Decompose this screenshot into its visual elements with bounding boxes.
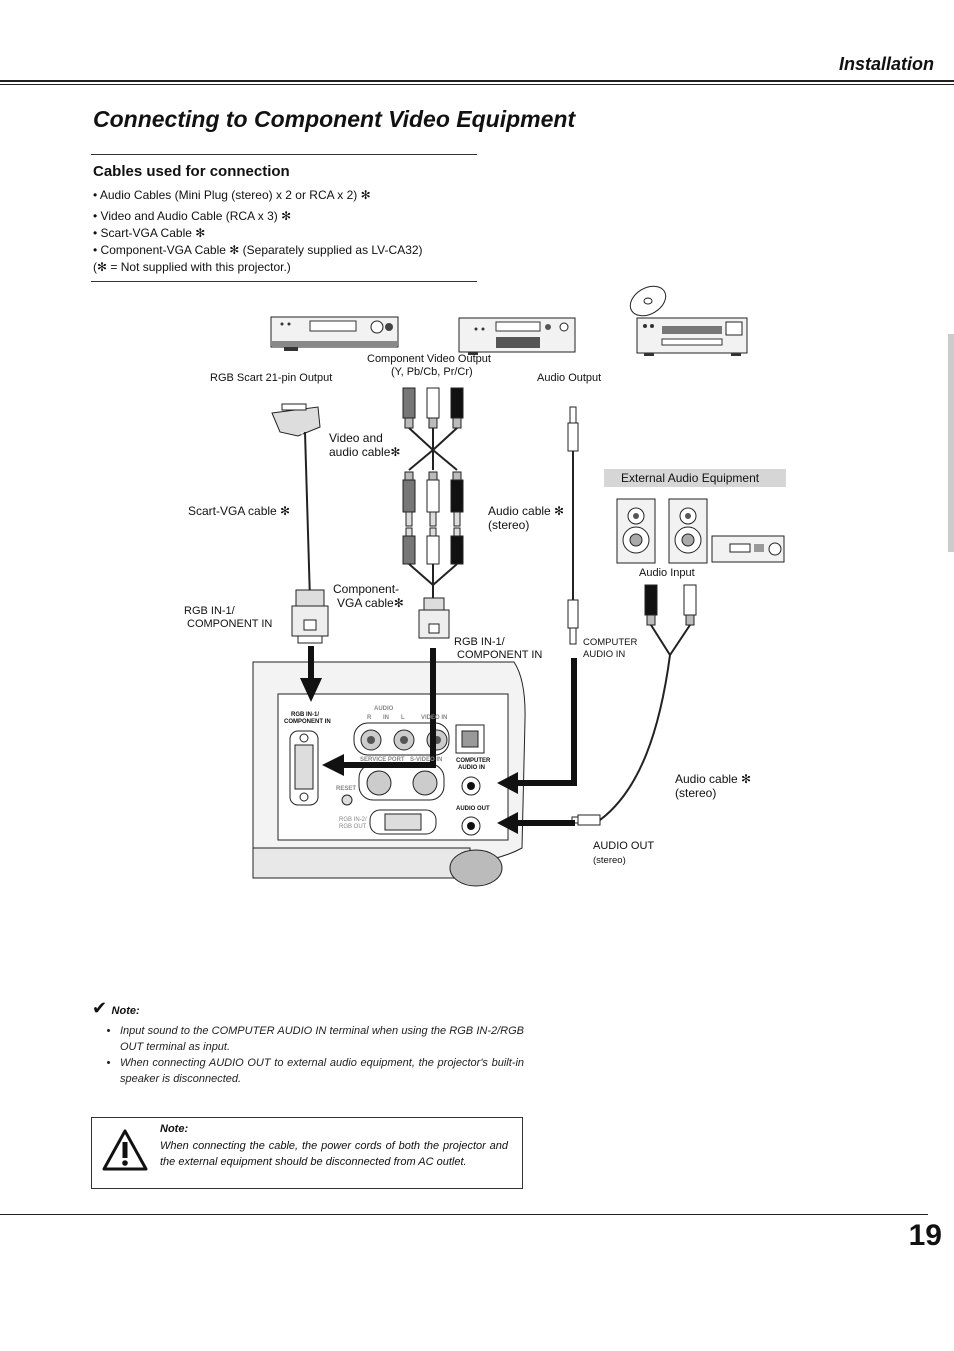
checkmark-icon: ✔ — [92, 998, 108, 1018]
audio-out-sublabel: (stereo) — [593, 855, 626, 866]
scart-cable — [272, 404, 328, 643]
cable-item: • Component-VGA Cable ✻ (Separately supplied as LV-CA32) — [93, 243, 423, 257]
audio-cable-top — [568, 407, 578, 644]
panel-computer-audio-sublabel: AUDIO IN — [458, 765, 485, 771]
rgb-scart-output-label: RGB Scart 21-pin Output — [210, 372, 333, 384]
footer-rule — [0, 1214, 928, 1215]
panel-reset-label: RESET — [336, 786, 357, 792]
component-rca-plugs-middle — [403, 472, 463, 638]
video-audio-cable-sublabel: audio cable✻ — [329, 445, 401, 459]
dvd-player-icon — [459, 318, 575, 355]
panel-audio-label: AUDIO — [374, 706, 394, 712]
page-number: 19 — [908, 1219, 942, 1252]
component-output-sublabel: (Y, Pb/Cb, Pr/Cr) — [391, 366, 473, 378]
note-section — [92, 998, 524, 1087]
note-list — [92, 1023, 524, 1087]
audio-out-label: AUDIO OUT — [593, 840, 655, 852]
warning-box — [91, 1117, 523, 1189]
external-audio-label: External Audio Equipment — [621, 471, 760, 485]
panel-rgb-in1-sublabel: COMPONENT IN — [284, 719, 331, 725]
scart-vga-cable-label: Scart-VGA cable ✻ — [188, 504, 291, 518]
panel-computer-audio-label: COMPUTER — [456, 758, 491, 764]
panel-audio-r-label: R — [367, 715, 372, 721]
audio-input-label: Audio Input — [639, 567, 695, 579]
audio-cable-top-label: Audio cable ✻ — [488, 504, 565, 518]
panel-s-video-label: S-VIDEO IN — [410, 757, 443, 763]
panel-audio-in-label: IN — [383, 715, 389, 721]
video-audio-cable-label: Video and — [329, 431, 383, 445]
note-heading: Note: — [111, 1005, 140, 1017]
cable-item: • Audio Cables (Mini Plug (stereo) x 2 or RCA x 2) ✻ — [93, 188, 371, 202]
section-title: Installation — [838, 54, 934, 74]
panel-video-in-label: VIDEO IN — [421, 715, 448, 721]
panel-rgb-in2-sublabel: RGB OUT — [339, 824, 367, 830]
rgb-in1-left-sublabel: COMPONENT IN — [187, 618, 273, 630]
panel-rgb-in2-label: RGB IN-2/ — [339, 817, 367, 823]
rgb-in1-mid-label: RGB IN-1/ — [454, 636, 505, 648]
scart-device-icon — [271, 317, 398, 351]
page-title: Connecting to Component Video Equipment — [93, 106, 576, 132]
component-vga-cable-label: Component- — [333, 582, 400, 596]
panel-service-port-label: SERVICE PORT — [360, 757, 405, 763]
note-item: • When connecting AUDIO OUT to external audio equipment, the projector's built-in speaker is disconnected. — [120, 1055, 524, 1087]
warning-body: When connecting the cable, the power cords of both the projector and the external equipment should be disconnected from AC outlet. — [160, 1140, 508, 1168]
audio-output-label: Audio Output — [537, 372, 602, 384]
component-rca-plugs-top — [403, 388, 463, 470]
component-output-label: Component Video Output — [367, 353, 491, 365]
warning-triangle-icon — [102, 1128, 148, 1172]
computer-audio-in-label: COMPUTER — [583, 637, 638, 648]
cables-heading: Cables used for connection — [93, 163, 290, 180]
panel-audio-l-label: L — [401, 715, 405, 721]
audio-cable-bottom-label: Audio cable ✻ — [675, 772, 752, 786]
audio-cable-top-sublabel: (stereo) — [488, 518, 530, 532]
rgb-in1-left-label: RGB IN-1/ — [184, 605, 235, 617]
cd-player-icon — [625, 280, 747, 356]
audio-cable-bottom-sublabel: (stereo) — [675, 786, 717, 800]
component-vga-cable-sublabel: VGA cable✻ — [337, 596, 404, 610]
speaker-icon — [617, 499, 784, 563]
cable-footnote: (✻ = Not supplied with this projector.) — [93, 260, 291, 274]
cable-item: • Video and Audio Cable (RCA x 3) ✻ — [93, 209, 292, 223]
computer-audio-in-sublabel: AUDIO IN — [583, 649, 626, 660]
rgb-in1-mid-sublabel: COMPONENT IN — [457, 649, 543, 661]
cable-item: • Scart-VGA Cable ✻ — [93, 226, 206, 240]
warning-heading: Note: — [160, 1123, 189, 1135]
panel-audio-out-label: AUDIO OUT — [456, 806, 490, 812]
note-item: • Input sound to the COMPUTER AUDIO IN terminal when using the RGB IN-2/RGB OUT terminal as input. — [120, 1023, 524, 1055]
panel-rgb-in1-label: RGB IN-1/ — [291, 712, 320, 718]
projector-icon — [253, 662, 525, 886]
